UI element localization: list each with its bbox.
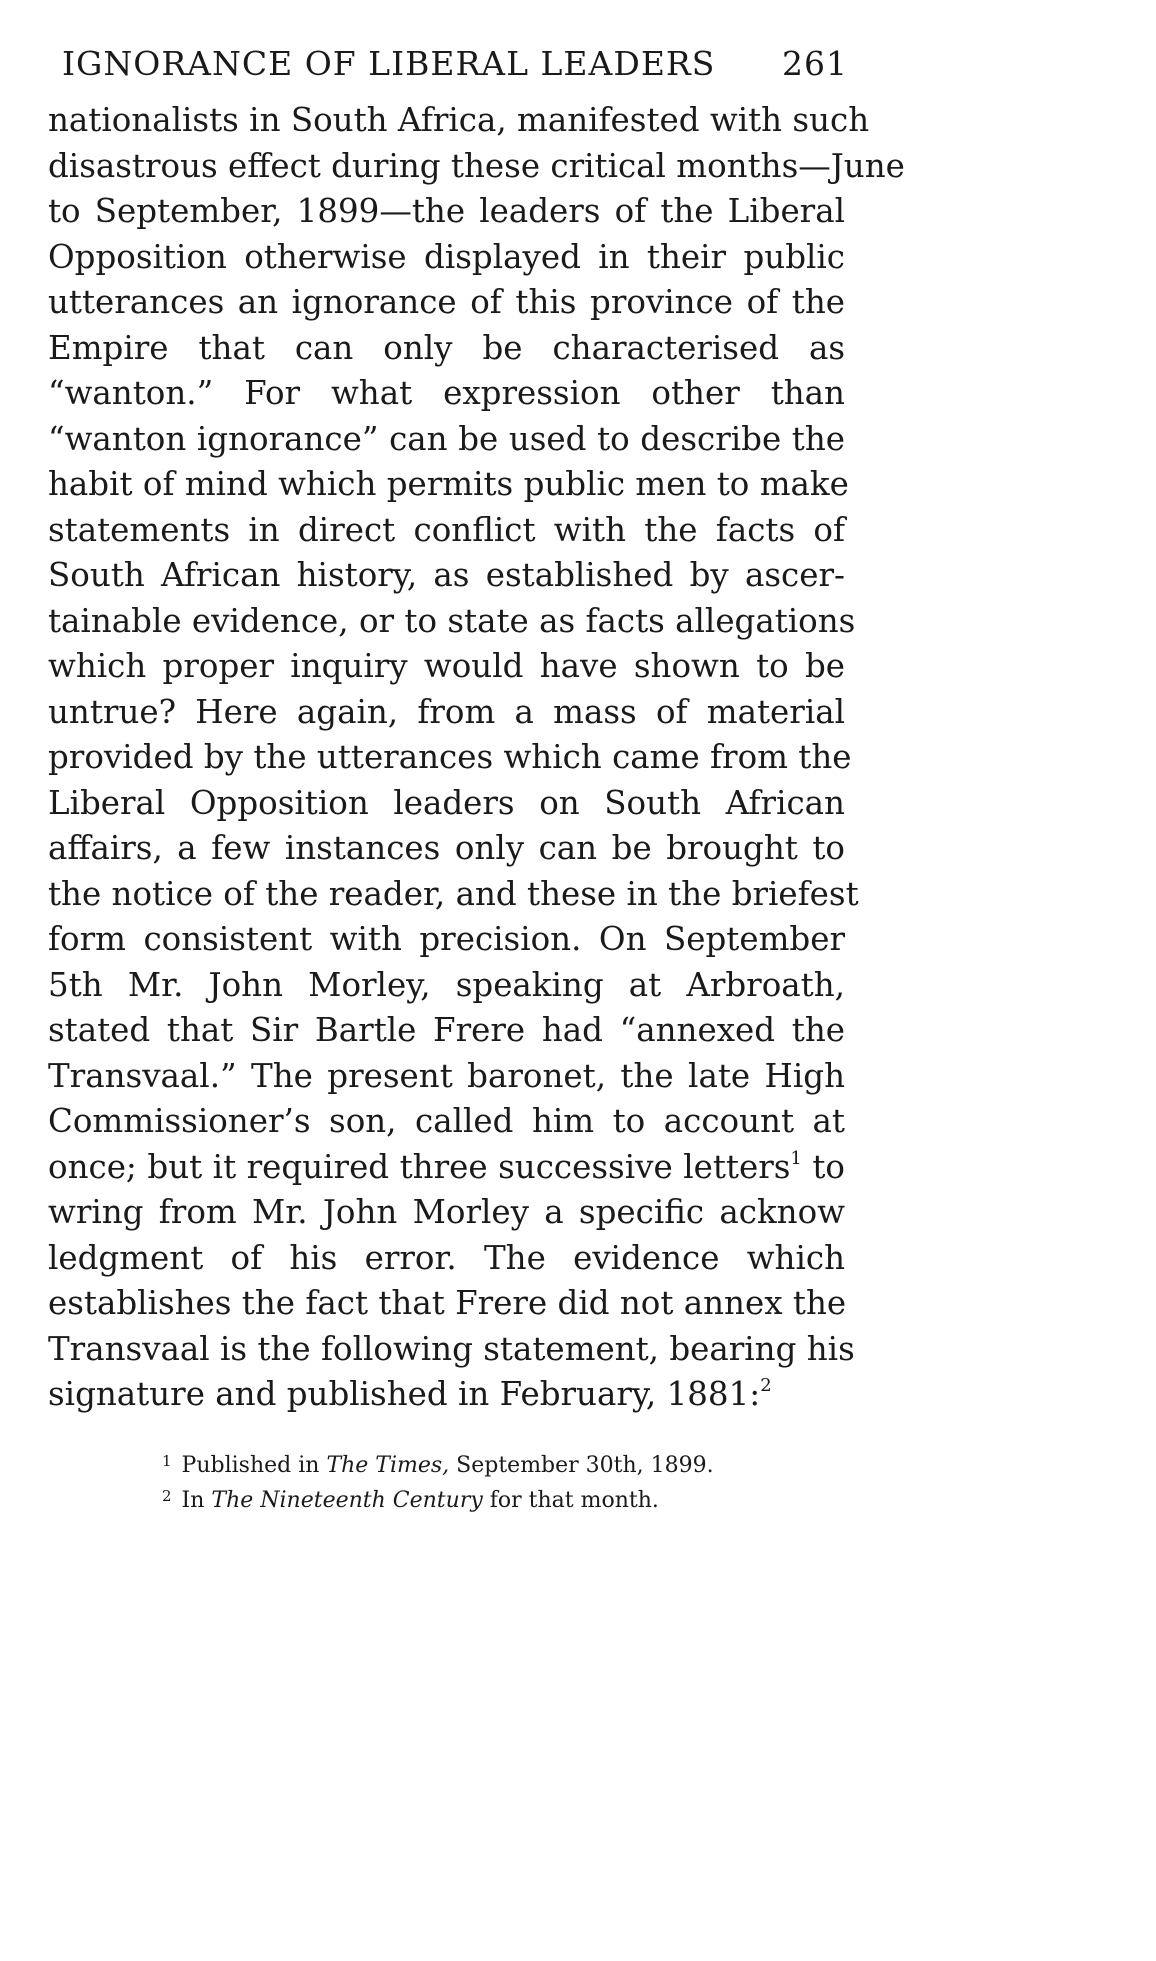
text-line-with-note <box>48 1372 845 1418</box>
text-line-with-note <box>48 1145 845 1191</box>
page-number: 261 <box>782 44 848 83</box>
footnotes <box>162 1446 862 1516</box>
text-line: ledgment of his error. The evidence which <box>48 1238 845 1277</box>
footnote-title: The Nineteenth Century <box>211 1488 483 1513</box>
text-line: stated that Sir Bartle Frere had “annexed the <box>48 1011 845 1049</box>
text-line: South African history, as established by ascer- <box>48 556 845 594</box>
body-text <box>48 98 905 1418</box>
text-line: habit of mind which permits public men to make <box>48 465 849 503</box>
text-line: Transvaal is the following statement, bearing his <box>48 1329 855 1368</box>
text-segment: once; but it required three successive letters <box>48 1147 791 1186</box>
footnote-text: In <box>181 1488 212 1513</box>
text-line: form consistent with precision. On September <box>48 920 845 958</box>
text-line: provided by the utterances which came from the <box>48 738 852 776</box>
text-line: Liberal Opposition leaders on South African <box>48 783 845 822</box>
text-line: 5th Mr. John Morley, speaking at Arbroath, <box>48 965 845 1004</box>
text-line: the notice of the reader, and these in the briefest <box>48 874 859 913</box>
text-line: tainable evidence, or to state as facts allegations <box>48 601 856 640</box>
text-line: utterances an ignorance of this province of the <box>48 283 845 321</box>
text-segment: to <box>801 1147 845 1186</box>
footnote-text: for that month. <box>482 1488 659 1513</box>
footnote-text: September 30th, 1899. <box>449 1453 714 1478</box>
text-line: Transvaal.” The present baronet, the late High <box>48 1056 845 1095</box>
text-line: “wanton ignorance” can be used to describe the <box>48 419 845 458</box>
text-segment: signature and published in February, 1881: <box>48 1375 761 1413</box>
text-line: “wanton.” For what expression other than <box>48 374 845 412</box>
text-line: which proper inquiry would have shown to be <box>48 647 845 685</box>
footnote-mark: 1 <box>162 1452 172 1470</box>
text-line: affairs, a few instances only can be brought to <box>48 829 845 867</box>
footnote-ref-2: 2 <box>760 1375 772 1396</box>
text-line: wring from Mr. John Morley a specific acknow <box>48 1193 845 1231</box>
running-header <box>48 44 848 96</box>
running-title: IGNORANCE OF LIBERAL LEADERS <box>62 44 716 83</box>
footnote-mark: 2 <box>162 1487 172 1505</box>
text-line: disastrous effect during these critical months—June <box>48 146 905 185</box>
text-line: Empire that can only be characterised as <box>48 328 845 367</box>
text-line: establishes the fact that Frere did not annex the <box>48 1284 847 1322</box>
footnote-title: The Times, <box>326 1453 450 1478</box>
text-line: nationalists in South Africa, manifested with such <box>48 101 870 139</box>
footnote-2 <box>162 1481 862 1516</box>
footnote-text: Published in <box>181 1453 327 1478</box>
text-line: Opposition otherwise displayed in their public <box>48 237 845 276</box>
text-line: Commissioner’s son, called him to account at <box>48 1102 845 1140</box>
footnote-ref-1: 1 <box>790 1147 802 1169</box>
footnote-1 <box>162 1446 862 1481</box>
text-line: to September, 1899—the leaders of the Liberal <box>48 192 845 230</box>
text-line: statements in direct conflict with the facts of <box>48 510 845 549</box>
text-line: untrue? Here again, from a mass of material <box>48 692 845 731</box>
